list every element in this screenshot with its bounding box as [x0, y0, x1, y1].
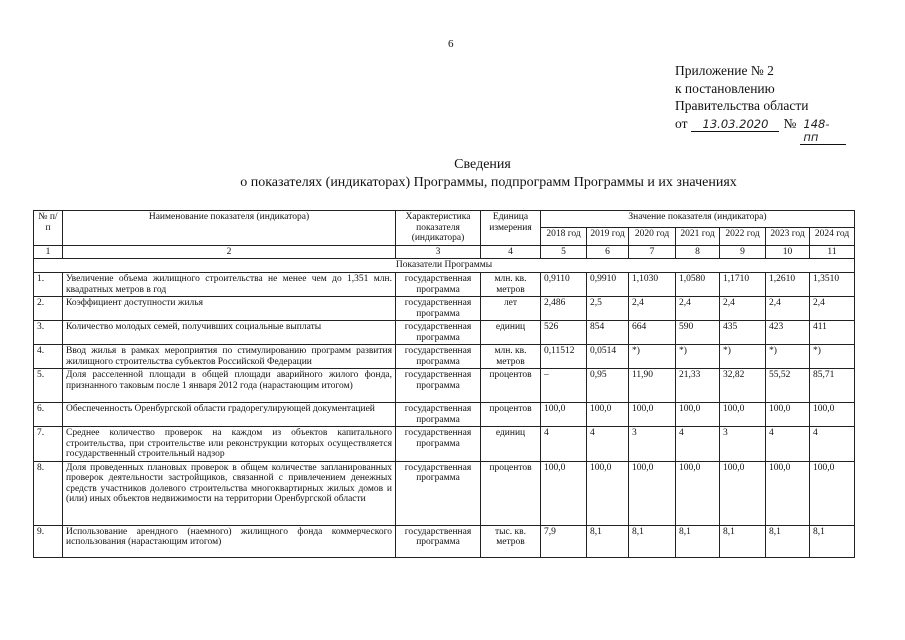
- row-value: 1,3510: [810, 273, 855, 297]
- column-number: 10: [766, 245, 810, 259]
- row-value: 100,0: [720, 403, 766, 427]
- row-value: 11,90: [629, 369, 676, 403]
- row-characteristic: государственная программа: [396, 525, 481, 557]
- header-year: 2023 год: [766, 228, 810, 245]
- row-unit: тыс. кв. метров: [481, 525, 541, 557]
- row-number: 2.: [34, 297, 63, 321]
- handwritten-date: 13.03.2020: [691, 118, 779, 132]
- table-row: [34, 345, 855, 369]
- row-value: 100,0: [541, 461, 587, 525]
- row-value: 0,9110: [541, 273, 587, 297]
- row-value: 0,9910: [587, 273, 629, 297]
- row-value: 32,82: [720, 369, 766, 403]
- row-unit: млн. кв. метров: [481, 273, 541, 297]
- row-value: 100,0: [766, 403, 810, 427]
- row-indicator-name: Обеспеченность Оренбургской области градорегулирующей документацией: [63, 403, 396, 427]
- header-year: 2021 год: [676, 228, 720, 245]
- document-title: Сведения: [454, 157, 511, 172]
- row-value: 100,0: [720, 461, 766, 525]
- row-unit: лет: [481, 297, 541, 321]
- row-value: 4: [587, 427, 629, 462]
- row-number: 6.: [34, 403, 63, 427]
- row-characteristic: государственная программа: [396, 345, 481, 369]
- row-value: 2,4: [676, 297, 720, 321]
- row-value: 100,0: [676, 461, 720, 525]
- row-value: 423: [766, 321, 810, 345]
- row-characteristic: государственная программа: [396, 403, 481, 427]
- row-value: 8,1: [766, 525, 810, 557]
- column-number: 6: [587, 245, 629, 259]
- appendix-line-3: Правительства области: [675, 98, 809, 113]
- row-value: 2,5: [587, 297, 629, 321]
- row-value: 100,0: [629, 461, 676, 525]
- row-value: –: [541, 369, 587, 403]
- row-value: 8,1: [676, 525, 720, 557]
- row-value: 854: [587, 321, 629, 345]
- row-indicator-name: Коэффициент доступности жилья: [63, 297, 396, 321]
- appendix-date-line: [675, 115, 846, 145]
- row-value: 100,0: [766, 461, 810, 525]
- row-unit: млн. кв. метров: [481, 345, 541, 369]
- row-value: 4: [810, 427, 855, 462]
- row-value: 590: [676, 321, 720, 345]
- row-characteristic: государственная программа: [396, 321, 481, 345]
- row-value: 0,0514: [587, 345, 629, 369]
- row-value: 8,1: [810, 525, 855, 557]
- row-indicator-name: Увеличение объема жилищного строительства не менее чем до 1,351 млн. квадратных метров в год: [63, 273, 396, 297]
- row-value: 3: [720, 427, 766, 462]
- header-num: № п/п: [34, 211, 63, 246]
- row-unit: процентов: [481, 403, 541, 427]
- row-value: 8,1: [720, 525, 766, 557]
- column-number: 7: [629, 245, 676, 259]
- row-value: 85,71: [810, 369, 855, 403]
- row-unit: процентов: [481, 461, 541, 525]
- header-unit: Единица измерения: [481, 211, 541, 246]
- row-value: 0,11512: [541, 345, 587, 369]
- number-label: №: [783, 115, 797, 131]
- row-value: 55,52: [766, 369, 810, 403]
- row-value: 0,95: [587, 369, 629, 403]
- row-value: 435: [720, 321, 766, 345]
- row-value: *): [810, 345, 855, 369]
- column-number: 4: [481, 245, 541, 259]
- row-value: 8,1: [587, 525, 629, 557]
- table-row: [34, 321, 855, 345]
- row-value: *): [676, 345, 720, 369]
- row-value: 4: [541, 427, 587, 462]
- row-indicator-name: Ввод жилья в рамках мероприятия по стимулированию программ развития жилищного строительства субъектов Российской Федерации: [63, 345, 396, 369]
- row-value: 2,4: [720, 297, 766, 321]
- table-body: [34, 259, 855, 558]
- column-number: 8: [676, 245, 720, 259]
- indicators-table: [33, 210, 855, 558]
- document-subtitle: о показателях (индикаторах) Программы, подпрограмм Программы и их значениях: [240, 175, 737, 190]
- header-year: 2024 год: [810, 228, 855, 245]
- row-value: 100,0: [587, 461, 629, 525]
- table-row: [34, 297, 855, 321]
- column-number: 3: [396, 245, 481, 259]
- appendix-block: [675, 62, 846, 145]
- row-value: 100,0: [541, 403, 587, 427]
- row-indicator-name: Доля проведенных плановых проверок в общем количестве запланированных проверок деятельности застройщиков, связанной с привлечением денежных средств участников долевого строительства многоквартирных жилых домов и (или) иных объектов недвижимости на территории Оренбургской области: [63, 461, 396, 525]
- row-number: 9.: [34, 525, 63, 557]
- table-row: [34, 273, 855, 297]
- header-characteristic: Характеристика показателя (индикатора): [396, 211, 481, 246]
- row-value: 411: [810, 321, 855, 345]
- column-number: 11: [810, 245, 855, 259]
- table-row: [34, 427, 855, 462]
- header-year: 2018 год: [541, 228, 587, 245]
- row-value: 2,486: [541, 297, 587, 321]
- row-number: 4.: [34, 345, 63, 369]
- row-number: 5.: [34, 369, 63, 403]
- section-title: Показатели Программы: [34, 259, 855, 273]
- column-number: 2: [63, 245, 396, 259]
- column-number: 1: [34, 245, 63, 259]
- row-value: 1,1030: [629, 273, 676, 297]
- appendix-line-1: Приложение № 2: [675, 63, 774, 78]
- row-value: 1,0580: [676, 273, 720, 297]
- row-value: 1,2610: [766, 273, 810, 297]
- row-characteristic: государственная программа: [396, 273, 481, 297]
- header-year: 2019 год: [587, 228, 629, 245]
- row-value: 100,0: [810, 403, 855, 427]
- row-indicator-name: Доля расселенной площади в общей площади аварийного жилого фонда, признанного таковым после 1 января 2012 года (нарастающим итогом): [63, 369, 396, 403]
- page-number: 6: [448, 38, 454, 50]
- row-value: 100,0: [810, 461, 855, 525]
- row-indicator-name: Использование арендного (наемного) жилищного фонда коммерческого использования (нарастающим итогом): [63, 525, 396, 557]
- header-name: Наименование показателя (индикатора): [63, 211, 396, 246]
- table-row: [34, 403, 855, 427]
- column-number: 9: [720, 245, 766, 259]
- row-indicator-name: Количество молодых семей, получивших социальные выплаты: [63, 321, 396, 345]
- row-value: *): [629, 345, 676, 369]
- row-unit: единиц: [481, 427, 541, 462]
- row-number: 8.: [34, 461, 63, 525]
- row-indicator-name: Среднее количество проверок на каждом из объектов капитального строительства, при строительстве или реконструкции которых осуществляется государственный строительный надзор: [63, 427, 396, 462]
- row-characteristic: государственная программа: [396, 427, 481, 462]
- row-value: 2,4: [810, 297, 855, 321]
- row-value: 100,0: [587, 403, 629, 427]
- header-year: 2022 год: [720, 228, 766, 245]
- row-value: 664: [629, 321, 676, 345]
- row-unit: единиц: [481, 321, 541, 345]
- table-row: [34, 525, 855, 557]
- handwritten-number: 148-пп: [800, 118, 846, 145]
- row-number: 1.: [34, 273, 63, 297]
- row-value: 100,0: [629, 403, 676, 427]
- table-row: [34, 369, 855, 403]
- row-value: 100,0: [676, 403, 720, 427]
- row-characteristic: государственная программа: [396, 461, 481, 525]
- row-value: *): [720, 345, 766, 369]
- row-value: 1,1710: [720, 273, 766, 297]
- row-value: 3: [629, 427, 676, 462]
- row-unit: процентов: [481, 369, 541, 403]
- row-value: 4: [676, 427, 720, 462]
- table-row: [34, 461, 855, 525]
- row-value: *): [766, 345, 810, 369]
- header-values: Значение показателя (индикатора): [541, 211, 855, 228]
- header-year: 2020 год: [629, 228, 676, 245]
- row-characteristic: государственная программа: [396, 369, 481, 403]
- row-value: 4: [766, 427, 810, 462]
- row-number: 3.: [34, 321, 63, 345]
- row-characteristic: государственная программа: [396, 297, 481, 321]
- row-number: 7.: [34, 427, 63, 462]
- row-value: 8,1: [629, 525, 676, 557]
- row-value: 526: [541, 321, 587, 345]
- row-value: 21,33: [676, 369, 720, 403]
- from-label: от: [675, 115, 688, 131]
- row-value: 2,4: [766, 297, 810, 321]
- row-value: 2,4: [629, 297, 676, 321]
- row-value: 7,9: [541, 525, 587, 557]
- appendix-line-2: к постановлению: [675, 80, 775, 96]
- column-number: 5: [541, 245, 587, 259]
